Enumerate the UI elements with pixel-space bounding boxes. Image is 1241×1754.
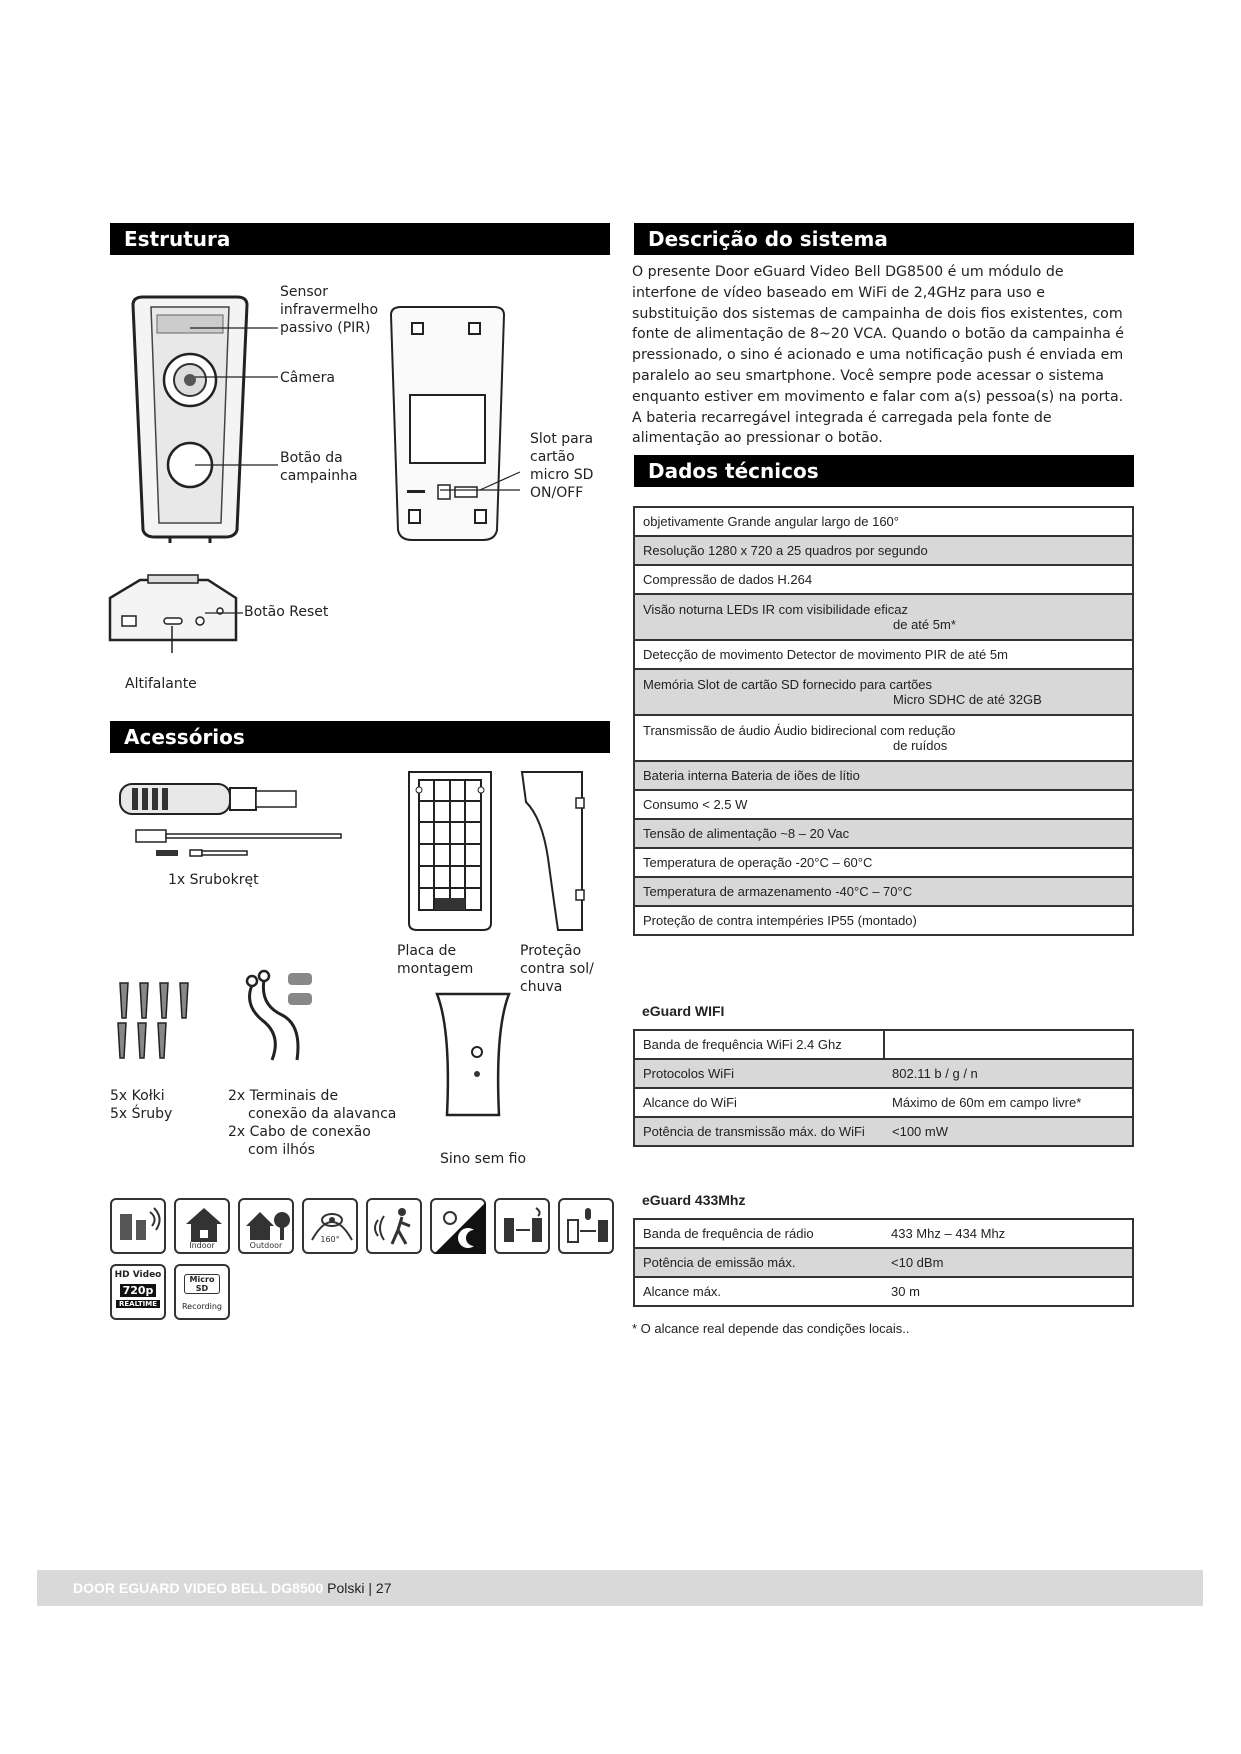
slot-leader-lines [440, 470, 520, 500]
label-cable-1: 2x Cabo de conexão [228, 1124, 371, 1140]
rf-key: Banda de frequência de rádio [634, 1219, 883, 1248]
spec-cell [634, 594, 1133, 640]
chime-illustration [433, 990, 513, 1120]
two-way-audio-icon [558, 1198, 614, 1254]
label-terminals-2: conexão da alavanca [248, 1106, 397, 1122]
rf-key: Alcance máx. [634, 1277, 883, 1306]
label-rain-cover: Proteção contra sol/ chuva [520, 943, 594, 995]
table-row [634, 877, 1133, 906]
motion-detection-icon [366, 1198, 422, 1254]
screwdriver-illustration [118, 778, 348, 863]
label-pir: Sensor infravermelho passivo (PIR) [280, 284, 379, 336]
rf-value: 433 Mhz – 434 Mhz [883, 1219, 1133, 1248]
recording-label: Recording [181, 1302, 222, 1311]
wifi-subheading: eGuard WIFI [642, 1003, 725, 1019]
label-dowels: 5x Kołki [110, 1088, 165, 1104]
table-row [634, 565, 1133, 594]
spec-cell: Detecção de movimento Detector de movimento PIR de até 5m [634, 640, 1133, 669]
label-cable-2: com ilhós [248, 1142, 315, 1158]
wifi-key: Potência de transmissão máx. do WiFi [634, 1117, 884, 1146]
section-header-structure: Estrutura [110, 223, 610, 255]
table-row [634, 1117, 1133, 1146]
spec-line-2: Micro SDHC de até 32GB [893, 692, 1042, 707]
table-row [634, 669, 1133, 715]
section-header-accessories: Acessórios [110, 721, 610, 753]
micro-sd-recording-icon [174, 1264, 230, 1320]
structure-leader-lines [185, 320, 280, 480]
table-row [634, 1248, 1133, 1277]
label-reset: Botão Reset [244, 604, 329, 620]
outdoor-house-icon [238, 1198, 294, 1254]
table-row [634, 790, 1133, 819]
footer-page-number: 27 [375, 1580, 392, 1596]
spec-cell [634, 715, 1133, 761]
spec-line-1: Memória Slot de cartão SD fornecido para cartões [643, 677, 933, 692]
mounting-plate-illustration [405, 768, 495, 933]
doorbell-back-illustration [385, 305, 510, 545]
label-bell-button: Botão da campainha [280, 450, 358, 484]
hd-video-label: HD Video [114, 1270, 162, 1280]
wifi-key: Alcance do WiFi [634, 1088, 884, 1117]
spec-cell: Compressão de dados H.264 [634, 565, 1133, 594]
table-row [634, 1219, 1133, 1248]
icon-caption-indoor: Indoor [189, 1241, 215, 1250]
spec-cell: Consumo < 2.5 W [634, 790, 1133, 819]
table-row [634, 761, 1133, 790]
indoor-house-icon [174, 1198, 230, 1254]
table-row [634, 848, 1133, 877]
wifi-key: Banda de frequência WiFi 2.4 Ghz [634, 1030, 884, 1059]
system-description-text: O presente Door eGuard Video Bell DG8500 é um módulo de interfone de vídeo baseado em WiFi de 2,4GHz para uso e substituição dos sistemas de campainha de dois fios existentes, com fonte de alimentação de 8~20 VCA. Quando o botão da campainha é pressionado, o sino é acionado e uma notificação push é enviada em paralelo ao seu smartphone. Você sempre pode acessar o sistema enquanto estiver em movimento e falar com a(s) pessoa(s) na porta. A bateria recarregável integrada é carregada pela fonte de alimentação ao pressionar o botão. [632, 264, 1125, 447]
reset-leader-line [205, 611, 245, 615]
page-footer [37, 1570, 1203, 1606]
chime-link-icon [494, 1198, 550, 1254]
label-camera: Câmera [280, 370, 335, 386]
spec-line-1: Visão noturna LEDs IR com visibilidade eficaz [643, 602, 908, 617]
rf433-subheading: eGuard 433Mhz [642, 1192, 746, 1208]
table-row [634, 1059, 1133, 1088]
label-mounting-plate: Placa de montagem [397, 943, 474, 977]
spec-cell [634, 669, 1133, 715]
spec-cell: Temperatura de armazenamento -40°C – 70°C [634, 877, 1133, 906]
table-row [634, 640, 1133, 669]
label-chime: Sino sem fio [440, 1151, 527, 1167]
table-row [634, 507, 1133, 536]
footer-language: Polski [327, 1580, 365, 1596]
footer-separator: | [368, 1580, 373, 1596]
hd-res-label: 720p [120, 1284, 156, 1297]
spec-cell: Temperatura de operação -20°C – 60°C [634, 848, 1133, 877]
section-header-technical-data: Dados técnicos [634, 455, 1134, 487]
rain-cover-illustration [518, 768, 588, 933]
rf433-table [633, 1218, 1134, 1307]
spec-line-1: Transmissão de áudio Áudio bidirecional com redução [643, 723, 956, 738]
rf-value: <10 dBm [883, 1248, 1133, 1277]
table-row [634, 1277, 1133, 1306]
label-screws: 5x Śruby [110, 1106, 173, 1122]
spec-cell: Resolução 1280 x 720 a 25 quadros por segundo [634, 536, 1133, 565]
spec-cell: Tensão de alimentação ~8 – 20 Vac [634, 819, 1133, 848]
doorbell-wifi-icon [110, 1198, 166, 1254]
rf-value: 30 m [883, 1277, 1133, 1306]
spec-cell: Bateria interna Bateria de iões de lítio [634, 761, 1133, 790]
spec-line-2: de até 5m* [893, 617, 956, 632]
table-row [634, 536, 1133, 565]
wifi-value: <100 mW [884, 1117, 1133, 1146]
technical-data-table [633, 506, 1134, 936]
label-speaker: Altifalante [125, 676, 197, 692]
rf-key: Potência de emissão máx. [634, 1248, 883, 1277]
spec-cell: objetivamente Grande angular largo de 160° [634, 507, 1133, 536]
wifi-table [633, 1029, 1134, 1147]
wifi-value: 802.11 b / g / n [884, 1059, 1133, 1088]
spec-cell: Proteção de contra intempéries IP55 (montado) [634, 906, 1133, 935]
icon-caption-160: 160° [320, 1235, 340, 1244]
micro-sd-label: Micro SD [184, 1274, 220, 1294]
table-row [634, 819, 1133, 848]
table-row [634, 715, 1133, 761]
realtime-label: REALTIME [116, 1300, 160, 1308]
table-row [634, 594, 1133, 640]
wifi-key: Protocolos WiFi [634, 1059, 884, 1088]
table-row [634, 1088, 1133, 1117]
label-sd-slot: Slot para cartão micro SD ON/OFF [530, 431, 594, 501]
footnote: * O alcance real depende das condições locais.. [632, 1321, 910, 1336]
wifi-value [884, 1030, 1133, 1059]
day-night-icon [430, 1198, 486, 1254]
icon-caption-outdoor: Outdoor [249, 1241, 283, 1250]
camera-160-icon [302, 1198, 358, 1254]
terminals-cables-illustration [242, 965, 332, 1065]
wifi-value: Máximo de 60m em campo livre* [884, 1088, 1133, 1117]
label-screwdriver: 1x Srubokręt [168, 872, 259, 888]
spec-line-2: de ruídos [893, 738, 948, 753]
section-header-system-description: Descrição do sistema [634, 223, 1134, 255]
dowels-screws-illustration [112, 978, 207, 1063]
footer-title: DOOR EGUARD VIDEO BELL DG8500 [73, 1580, 324, 1596]
label-terminals-1: 2x Terminais de [228, 1088, 339, 1104]
table-row [634, 1030, 1133, 1059]
table-row [634, 906, 1133, 935]
hd-video-720p-icon [110, 1264, 166, 1320]
